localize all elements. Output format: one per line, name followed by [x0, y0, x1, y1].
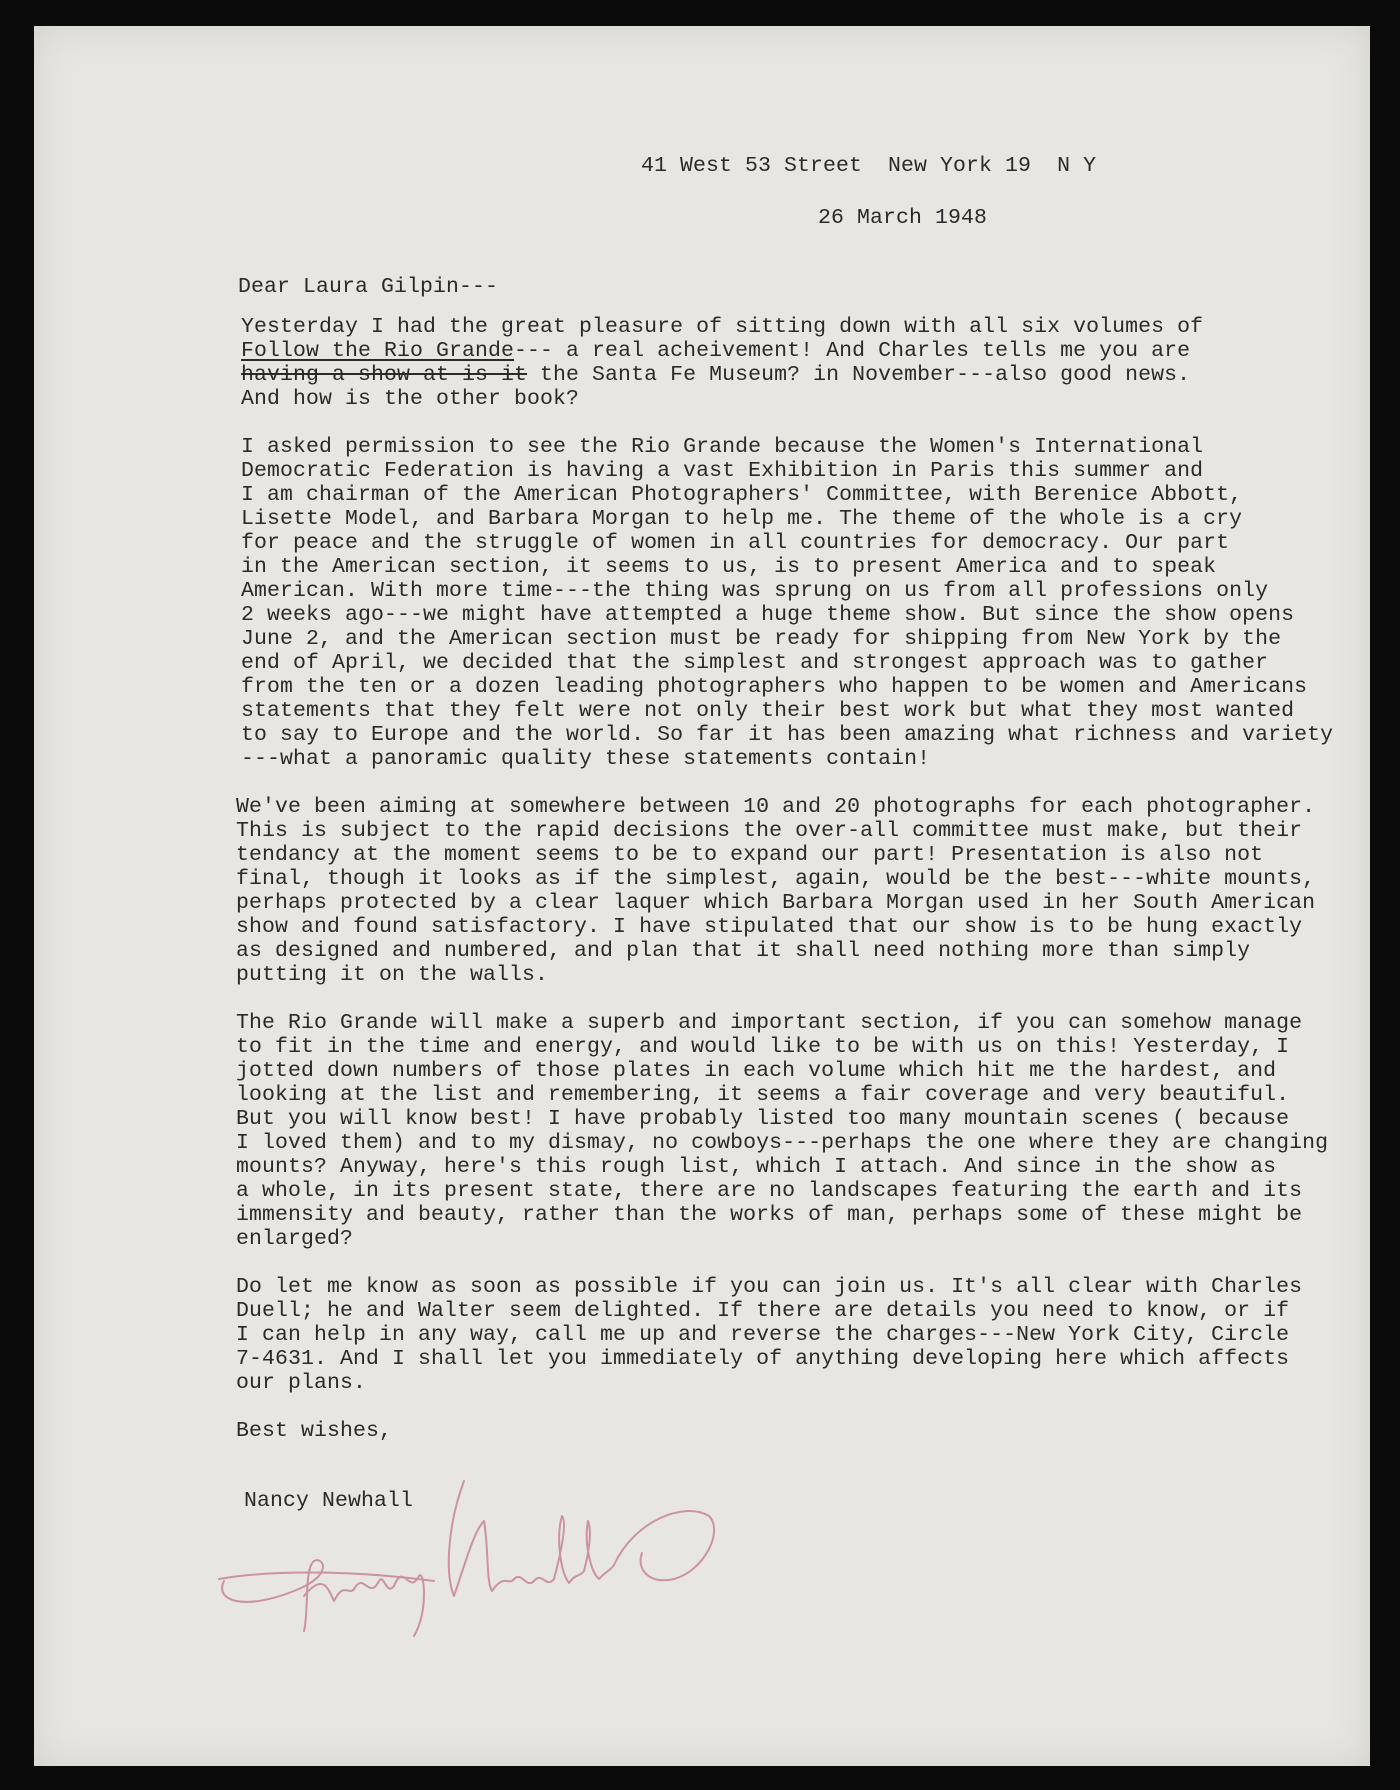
p4-line-3: jotted down numbers of those plates in each volume which hit me the hardest, and [236, 1059, 1277, 1083]
p2-line-5: for peace and the struggle of women in all countries for democracy. Our part [241, 531, 1230, 555]
letter-date: 26 March 1948 [818, 206, 988, 230]
p3-line-3: tendancy at the moment seems to be to expand our part! Presentation is also not [236, 843, 1264, 867]
p5-line-4: 7-4631. And I shall let you immediately of anything developing here which affects [236, 1347, 1290, 1371]
p3-line-1: We've been aiming at somewhere between 10 and 20 photographs for each photographer. [236, 795, 1316, 819]
p5-line-2: Duell; he and Walter seem delighted. If there are details you need to know, or if [236, 1299, 1290, 1323]
p4-line-8: a whole, in its present state, there are no landscapes featuring the earth and its [236, 1179, 1303, 1203]
handwritten-signature [204, 1461, 724, 1651]
p1-line-3 [241, 363, 1190, 387]
p3-line-4: final, though it looks as if the simplest, again, would be the best---white mounts, [236, 867, 1316, 891]
p2-line-11: from the ten or a dozen leading photographers who happen to be women and Americans [241, 675, 1308, 699]
salutation: Dear Laura Gilpin--- [238, 275, 499, 299]
letter-page [34, 26, 1370, 1766]
sender-address: 41 West 53 Street New York 19 N Y [641, 154, 1097, 178]
struck-text: having a show at is it [241, 363, 528, 387]
p3-line-5: perhaps protected by a clear laquer which Barbara Morgan used in her South American [236, 891, 1316, 915]
p4-line-9: immensity and beauty, rather than the works of man, perhaps some of these might be [236, 1203, 1303, 1227]
p1-line-2-rest: --- a real acheivement! And Charles tells me you are [514, 339, 1191, 363]
p4-line-2: to fit in the time and energy, and would like to be with us on this! Yesterday, I [236, 1035, 1290, 1059]
p2-line-14: ---what a panoramic quality these statements contain! [241, 747, 931, 771]
p4-line-7: mounts? Anyway, here's this rough list, which I attach. And since in the show as [236, 1155, 1277, 1179]
p2-line-9: June 2, and the American section must be ready for shipping from New York by the [241, 627, 1282, 651]
book-title: Follow the Rio Grande [241, 339, 515, 363]
p1-line-4: And how is the other book? [241, 387, 580, 411]
p2-line-3: I am chairman of the American Photographers' Committee, with Berenice Abbott, [241, 483, 1243, 507]
p2-line-13: to say to Europe and the world. So far it has been amazing what richness and variety [241, 723, 1334, 747]
p4-line-5: But you will know best! I have probably listed too many mountain scenes ( because [236, 1107, 1290, 1131]
p1-line-3-rest: the Santa Fe Museum? in November---also good news. [527, 363, 1191, 387]
p4-line-4: looking at the list and remembering, it seems a fair coverage and very beautiful. [236, 1083, 1290, 1107]
closing: Best wishes, [236, 1419, 393, 1443]
typed-name: Nancy Newhall [244, 1489, 414, 1513]
p2-line-10: end of April, we decided that the simplest and strongest approach was to gather [241, 651, 1269, 675]
p2-line-1: I asked permission to see the Rio Grande because the Women's International [241, 435, 1204, 459]
p1-line-1: Yesterday I had the great pleasure of sitting down with all six volumes of [241, 315, 1204, 339]
p4-line-10: enlarged? [236, 1227, 354, 1251]
p5-line-5: our plans. [236, 1371, 367, 1395]
p4-line-1: The Rio Grande will make a superb and important section, if you can somehow manage [236, 1011, 1303, 1035]
p2-line-2: Democratic Federation is having a vast Exhibition in Paris this summer and [241, 459, 1204, 483]
p4-line-6: I loved them) and to my dismay, no cowboys---perhaps the one where they are changing [236, 1131, 1329, 1155]
p2-line-4: Lisette Model, and Barbara Morgan to help me. The theme of the whole is a cry [241, 507, 1243, 531]
p5-line-3: I can help in any way, call me up and reverse the charges---New York City, Circle [236, 1323, 1290, 1347]
p3-line-6: show and found satisfactory. I have stipulated that our show is to be hung exactly [236, 915, 1303, 939]
p3-line-7: as designed and numbered, and plan that it shall need nothing more than simply [236, 939, 1251, 963]
p2-line-7: American. With more time---the thing was sprung on us from all professions only [241, 579, 1269, 603]
p1-line-2 [241, 339, 1190, 363]
p5-line-1: Do let me know as soon as possible if you can join us. It's all clear with Charles [236, 1275, 1303, 1299]
p2-line-6: in the American section, it seems to us, is to present America and to speak [241, 555, 1217, 579]
p3-line-2: This is subject to the rapid decisions the over-all committee must make, but their [236, 819, 1303, 843]
p3-line-8: putting it on the walls. [236, 963, 549, 987]
p2-line-8: 2 weeks ago---we might have attempted a huge theme show. But since the show opens [241, 603, 1295, 627]
p2-line-12: statements that they felt were not only their best work but what they most wanted [241, 699, 1295, 723]
